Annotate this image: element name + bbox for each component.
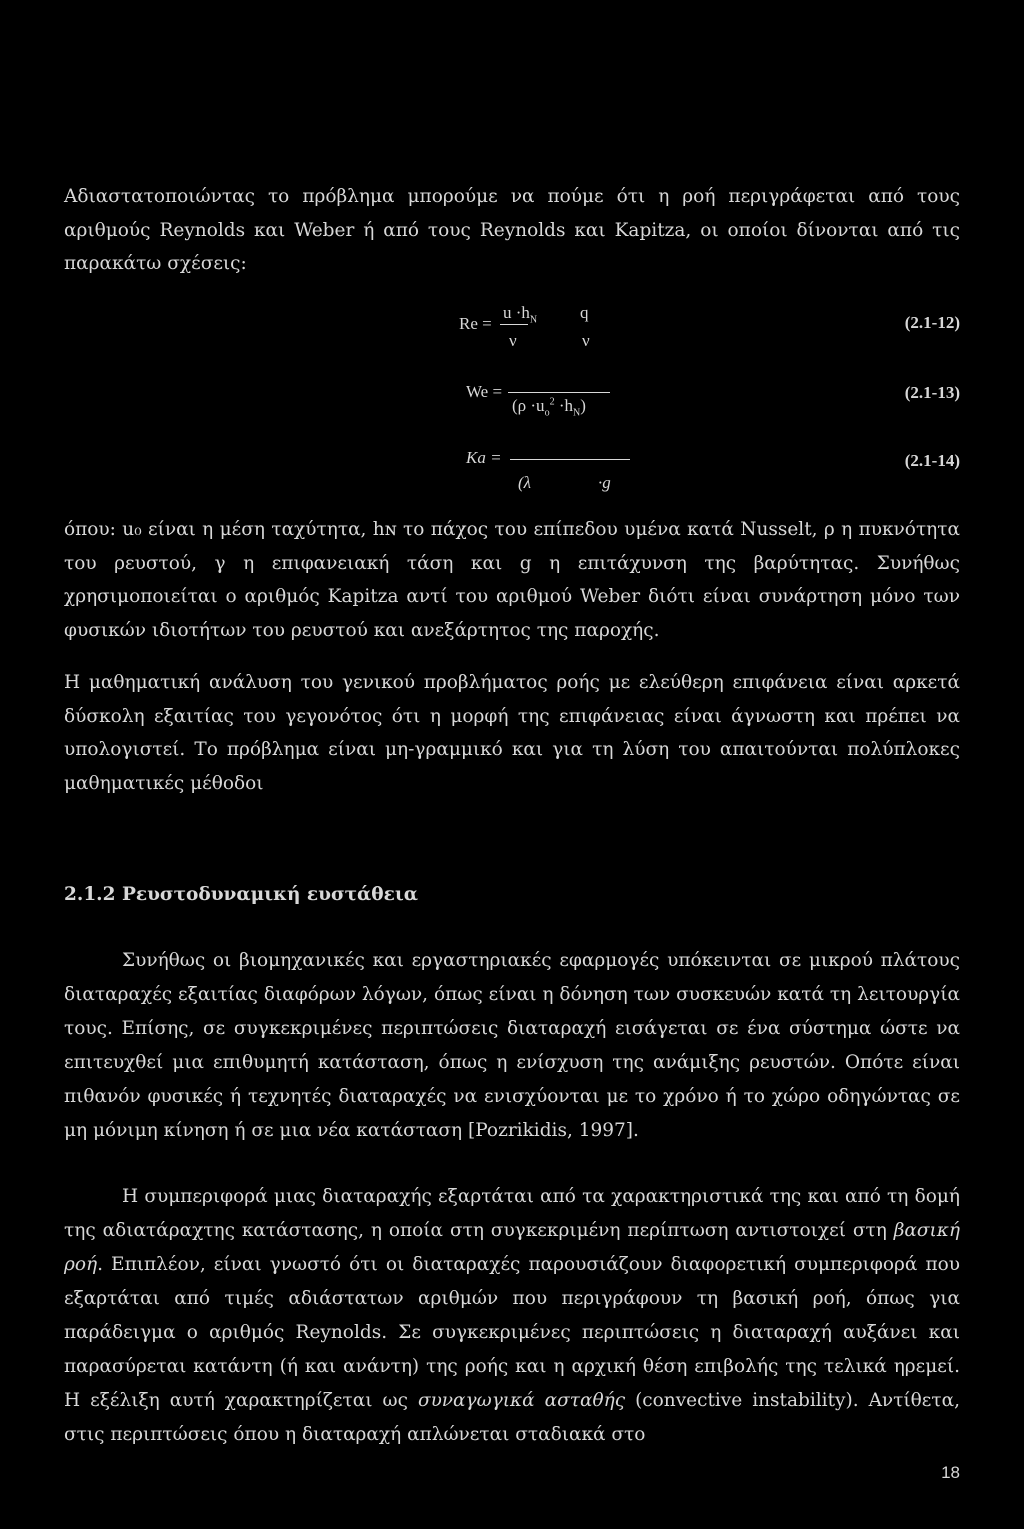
eq-re-lhs: Re = <box>459 314 492 333</box>
eq-re-den1: ν <box>509 331 517 350</box>
page-number: 18 <box>941 1463 960 1482</box>
eq-ka-den-tail: ·g <box>598 473 611 492</box>
definitions-paragraph: όπου: u₀ είναι η μέση ταχύτητα, hɴ το πάχος του επίπεδου υμένα κατά Nusselt, ρ η πυκνότητα του ρευστού, γ η επιφανειακή τάση και g η επιτάχυνση της βαρύτητας. Συνήθως χρησιμοποιείται ο αριθμός Kapitza αντί του αριθμού Weber διότι είναι συνάρτηση μόνο των φυσικών ιδιοτήτων του ρευστού και ανεξάρτητος της παροχής. <box>64 519 960 641</box>
eq-we-fraction-bar <box>508 392 610 393</box>
convective-unstable-term: συναγωγικά ασταθής <box>417 1390 626 1411</box>
eq-ka-number: (2.1-14) <box>904 451 960 470</box>
eq-re-den2: ν <box>582 331 590 350</box>
intro-paragraph: Αδιαστατοποιώντας το πρόβλημα μπορούμε να πούμε ότι η ροή περιγράφεται από τους αριθμούς Reynolds και Weber ή από τους Reynolds και Kapitza, οι οποίοι δίνονται από τις παρακάτω σχέσεις: <box>64 186 960 274</box>
eq-re-num2: q <box>580 303 589 322</box>
stability-paragraph-2: Η συμπεριφορά μιας διαταραχής εξαρτάται από τα χαρακτηριστικά της και από τη δομή της αδιατάραχτης κατάστασης, η οποία στη συγκεκριμένη περίπτωση αντιστοιχεί στη βασική ροή. Επιπλέον, είναι γνωστό ότι οι διαταραχές παρουσιάζουν διαφορετική συμπεριφορά που εξαρτάται από τιμές αδιάστατων αριθμών που περιγράφουν τη βασική ροή, όπως για παράδειγμα ο αριθμός Reynolds. Σε συγκεκριμένες περιπτώσεις η διαταραχή αυξάνει και παρασύρεται κατάντη (ή και ανάντη) της ροής και η αρχική θέση επιβολής της τελικά ηρεμεί. Η εξέλιξη αυτή χαρακτηρίζεται ως συναγωγικά ασταθής (convective instability). Αντίθετα, στις περιπτώσεις όπου η διαταραχή απλώνεται σταδιακά στο <box>64 1186 960 1445</box>
eq-we-number: (2.1-13) <box>904 383 960 402</box>
eq-ka-lhs: Ka = <box>466 448 502 467</box>
eq-ka-den: (λ <box>518 473 532 492</box>
analysis-paragraph: Η μαθηματική ανάλυση του γενικού προβλήματος ροής με ελεύθερη επιφάνεια είναι αρκετά δύσκολη εξαιτίας του γεγονότος ότι η μορφή της επιφάνειας είναι άγνωστη και πρέπει να υπολογιστεί. Το πρόβλημα είναι μη-γραμμικό και για τη λύση του απαιτούνται πολύπλοκες μαθηματικές μέθοδοι <box>64 672 960 794</box>
base-flow-term: βασική ροή <box>64 1220 960 1275</box>
eq-we-lhs: We = <box>466 382 503 401</box>
section-heading: 2.1.2 Ρευστοδυναμική ευστάθεια <box>64 884 419 905</box>
eq-re-number: (2.1-12) <box>904 313 960 332</box>
eq-ka-fraction-bar <box>510 459 630 460</box>
eq-re-num1: $u \cdot h_N$ <box>503 303 538 326</box>
eq-re-fraction-bar <box>500 324 528 325</box>
stability-paragraph-1: Συνήθως οι βιομηχανικές και εργαστηριακές εφαρμογές υπόκεινται σε μικρού πλάτους διαταραχές εξαιτίας διαφόρων λόγων, όπως είναι η δόνηση των συσκευών κατά τη λειτουργία τους. Επίσης, σε συγκεκριμένες περιπτώσεις διαταραχή εισάγεται σε ένα σύστημα ώστε να επιτευχθεί μια επιθυμητή κατάσταση, όπως η ενίσχυση της ανάμιξης ρευστών. Οπότε είναι πιθανόν φυσικές ή τεχνητές διαταραχές να ενισχύονται με το χρόνο ή το χώρο οδηγώντας σε μη μόνιμη κίνηση ή σε μια νέα κατάσταση [Pozrikidis, 1997]. <box>64 950 960 1141</box>
eq-we-den: $(\rho \cdot u_o^2 \cdot h_N)$ <box>512 396 586 419</box>
